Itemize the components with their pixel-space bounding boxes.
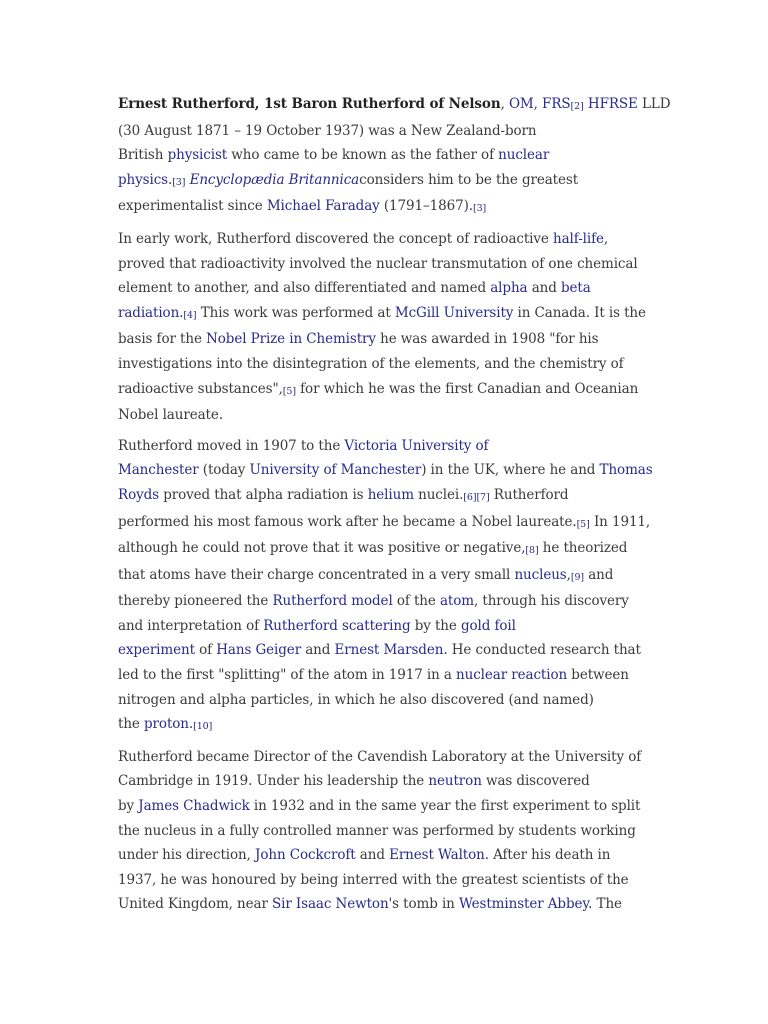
text-run: . The bbox=[588, 896, 622, 913]
text-line bbox=[118, 614, 663, 639]
text-run: Rutherford moved in 1907 to the bbox=[118, 437, 345, 454]
citation-link[interactable]: [6][7] bbox=[463, 491, 490, 503]
hyperlink[interactable]: Michael Faraday bbox=[266, 198, 380, 215]
text-run: . After his death in bbox=[484, 847, 611, 864]
text-run: of bbox=[194, 642, 217, 659]
text-run: United Kingdom, near bbox=[118, 896, 273, 913]
text-run: , bbox=[533, 96, 543, 112]
text-line bbox=[118, 712, 663, 739]
hyperlink[interactable]: Encyclopædia Britannica bbox=[189, 171, 360, 188]
text-run: Nobel laureate. bbox=[118, 407, 223, 424]
citation-link[interactable]: [5] bbox=[282, 385, 296, 397]
hyperlink[interactable]: gold foil bbox=[460, 617, 516, 634]
text-run: for which he was the first Canadian and Oceanian bbox=[295, 380, 639, 397]
text-line bbox=[118, 483, 663, 510]
text-line bbox=[118, 819, 663, 844]
text-run: nuclei. bbox=[413, 486, 464, 503]
hyperlink[interactable]: Victoria University of bbox=[344, 437, 489, 454]
hyperlink[interactable]: physicist bbox=[167, 147, 228, 164]
text-line bbox=[118, 434, 663, 459]
hyperlink[interactable]: physics. bbox=[118, 171, 173, 188]
text-run: (today bbox=[198, 462, 250, 479]
text-line bbox=[118, 563, 663, 590]
text-run: thereby pioneered the bbox=[118, 593, 273, 610]
hyperlink[interactable]: Manchester bbox=[118, 462, 199, 479]
hyperlink[interactable]: Royds bbox=[118, 486, 159, 503]
hyperlink[interactable]: proton bbox=[144, 716, 189, 733]
text-run: in Canada. It is the bbox=[513, 304, 646, 321]
text-run: radioactive substances", bbox=[118, 380, 283, 397]
text-run: between bbox=[567, 667, 629, 684]
citation-link[interactable]: [8] bbox=[525, 545, 539, 557]
hyperlink[interactable]: radiation. bbox=[118, 304, 184, 321]
hyperlink[interactable]: John Cockcroft bbox=[255, 847, 356, 864]
hyperlink[interactable]: Thomas bbox=[599, 462, 653, 479]
text-run: by the bbox=[410, 617, 461, 634]
text-run: (1791–1867). bbox=[379, 198, 473, 215]
text-run: , bbox=[566, 566, 571, 583]
text-run: the nucleus in a fully controlled manner was performed by students working bbox=[118, 822, 636, 839]
text-run: and bbox=[301, 642, 335, 659]
text-run: 1937, he was honoured by being interred with the greatest scientists of the bbox=[118, 871, 629, 888]
text-line bbox=[118, 168, 663, 195]
hyperlink[interactable]: Hans Geiger bbox=[216, 642, 302, 659]
text-run: considers him to be the greatest bbox=[359, 171, 579, 188]
text-run: under his direction, bbox=[118, 847, 256, 864]
text-run: This work was performed at bbox=[196, 304, 395, 321]
text-run: British bbox=[118, 147, 168, 164]
text-run: performed his most famous work after he became a Nobel laureate. bbox=[118, 513, 577, 530]
text-run: by bbox=[118, 798, 139, 815]
text-run: experimentalist since bbox=[118, 198, 267, 215]
text-run: proved that alpha radiation is bbox=[159, 486, 368, 503]
hyperlink[interactable]: experiment bbox=[118, 642, 195, 659]
text-line bbox=[118, 868, 663, 893]
hyperlink[interactable]: James Chadwick bbox=[138, 798, 250, 815]
text-line bbox=[118, 252, 663, 277]
hyperlink[interactable]: HFRSE bbox=[587, 96, 638, 112]
hyperlink[interactable]: OM bbox=[508, 96, 534, 112]
text-line bbox=[118, 352, 663, 377]
text-line bbox=[118, 143, 663, 168]
text-line bbox=[118, 769, 663, 794]
text-run: (30 August 1871 – 19 October 1937) was a New Zealand-born bbox=[118, 122, 537, 139]
citation-link[interactable]: [3] bbox=[472, 203, 487, 215]
text-run: Cambridge in 1919. Under his leadership the bbox=[118, 773, 429, 790]
text-line bbox=[118, 403, 663, 428]
hyperlink[interactable]: nuclear bbox=[498, 147, 550, 164]
text-run: In 1911, bbox=[589, 513, 651, 530]
text-line bbox=[118, 536, 663, 563]
text-line bbox=[118, 892, 663, 917]
text-run: who came to be known as the father of bbox=[227, 147, 499, 164]
hyperlink[interactable]: half-life bbox=[553, 230, 604, 247]
text-run: . bbox=[188, 716, 194, 733]
hyperlink[interactable]: alpha bbox=[490, 280, 528, 297]
text-run: Rutherford bbox=[489, 486, 569, 503]
text-line bbox=[118, 638, 663, 663]
hyperlink[interactable]: Westminster Abbey bbox=[458, 896, 589, 913]
hyperlink[interactable]: University of Manchester bbox=[249, 462, 422, 479]
hyperlink[interactable]: nucleus bbox=[514, 566, 567, 583]
text-run: investigations into the disintegration of the elements, and the chemistry of bbox=[118, 355, 624, 372]
text-line bbox=[118, 227, 663, 252]
paragraph bbox=[118, 227, 663, 428]
text-line bbox=[118, 688, 663, 713]
text-run: and bbox=[584, 566, 614, 583]
hyperlink[interactable]: neutron bbox=[428, 773, 482, 790]
article-subject-name: Ernest Rutherford, 1st Baron Rutherford of Nelson bbox=[118, 96, 501, 112]
hyperlink[interactable]: FRS bbox=[542, 96, 571, 112]
hyperlink[interactable]: Sir Isaac Newton bbox=[272, 896, 389, 913]
text-line bbox=[118, 276, 663, 301]
citation-link[interactable]: [3] bbox=[172, 176, 186, 188]
hyperlink[interactable]: Ernest Marsden bbox=[334, 642, 444, 659]
text-run: . He conducted research that bbox=[443, 642, 641, 659]
paragraph bbox=[118, 745, 663, 917]
text-line bbox=[118, 92, 671, 119]
text-line bbox=[118, 327, 663, 352]
text-run: element to another, and also differentiated and named bbox=[118, 280, 491, 297]
hyperlink[interactable]: helium bbox=[367, 486, 414, 503]
text-line bbox=[118, 301, 663, 328]
hyperlink[interactable]: atom bbox=[439, 593, 474, 610]
text-run: he was awarded in 1908 "for his bbox=[375, 331, 599, 348]
text-run: proved that radioactivity involved the nuclear transmutation of one chemical bbox=[118, 255, 638, 272]
text-run: although he could not prove that it was positive or negative, bbox=[118, 540, 526, 557]
text-run: and bbox=[355, 847, 390, 864]
hyperlink[interactable]: Rutherford scattering bbox=[263, 617, 411, 634]
text-run: and bbox=[527, 280, 561, 297]
text-line bbox=[118, 663, 663, 688]
citation-link[interactable]: [4] bbox=[183, 309, 197, 321]
text-run: and interpretation of bbox=[118, 617, 264, 634]
text-run: that atoms have their charge concentrated in a very small bbox=[118, 566, 515, 583]
text-line bbox=[118, 458, 663, 483]
hyperlink[interactable]: nuclear reaction bbox=[456, 667, 568, 684]
text-line bbox=[118, 794, 663, 819]
text-run: nitrogen and alpha particles, in which he also discovered (and named) bbox=[118, 691, 594, 708]
text-run: was discovered bbox=[481, 773, 590, 790]
hyperlink[interactable]: Rutherford model bbox=[272, 593, 393, 610]
text-line bbox=[118, 377, 663, 404]
text-run: the bbox=[118, 716, 145, 733]
text-run: basis for the bbox=[118, 331, 207, 348]
text-line bbox=[118, 194, 663, 221]
paragraph bbox=[118, 434, 663, 739]
citation-link[interactable]: [9] bbox=[570, 571, 585, 583]
text-run: led to the first "splitting" of the atom in 1917 in a bbox=[118, 667, 457, 684]
text-line bbox=[118, 843, 663, 868]
text-line bbox=[118, 745, 663, 770]
paragraph bbox=[118, 92, 671, 221]
text-line bbox=[118, 589, 663, 614]
text-run: LLD bbox=[637, 96, 671, 112]
text-line bbox=[118, 119, 663, 144]
text-run: In early work, Rutherford discovered the concept of radioactive bbox=[118, 230, 554, 247]
hyperlink[interactable]: beta bbox=[560, 280, 591, 297]
text-run: ) in the UK, where he and bbox=[421, 462, 600, 479]
text-run: 's tomb in bbox=[388, 896, 459, 913]
text-run: , through his discovery bbox=[474, 593, 629, 610]
hyperlink[interactable]: Nobel Prize in Chemistry bbox=[206, 331, 376, 348]
document-body bbox=[118, 92, 671, 923]
text-run: in 1932 and in the same year the first experiment to split bbox=[249, 798, 641, 815]
text-run: he theorized bbox=[538, 540, 628, 557]
text-run: , bbox=[500, 96, 509, 112]
citation-link[interactable]: [10] bbox=[193, 721, 213, 733]
text-run: of the bbox=[392, 593, 440, 610]
citation-link[interactable]: [5] bbox=[576, 518, 590, 530]
citation-link[interactable]: [2] bbox=[570, 101, 584, 112]
hyperlink[interactable]: McGill University bbox=[394, 304, 514, 321]
hyperlink[interactable]: Ernest Walton bbox=[389, 847, 485, 864]
text-line bbox=[118, 510, 663, 537]
text-run: Rutherford became Director of the Cavendish Laboratory at the University of bbox=[118, 748, 642, 765]
text-run: , bbox=[603, 230, 609, 247]
